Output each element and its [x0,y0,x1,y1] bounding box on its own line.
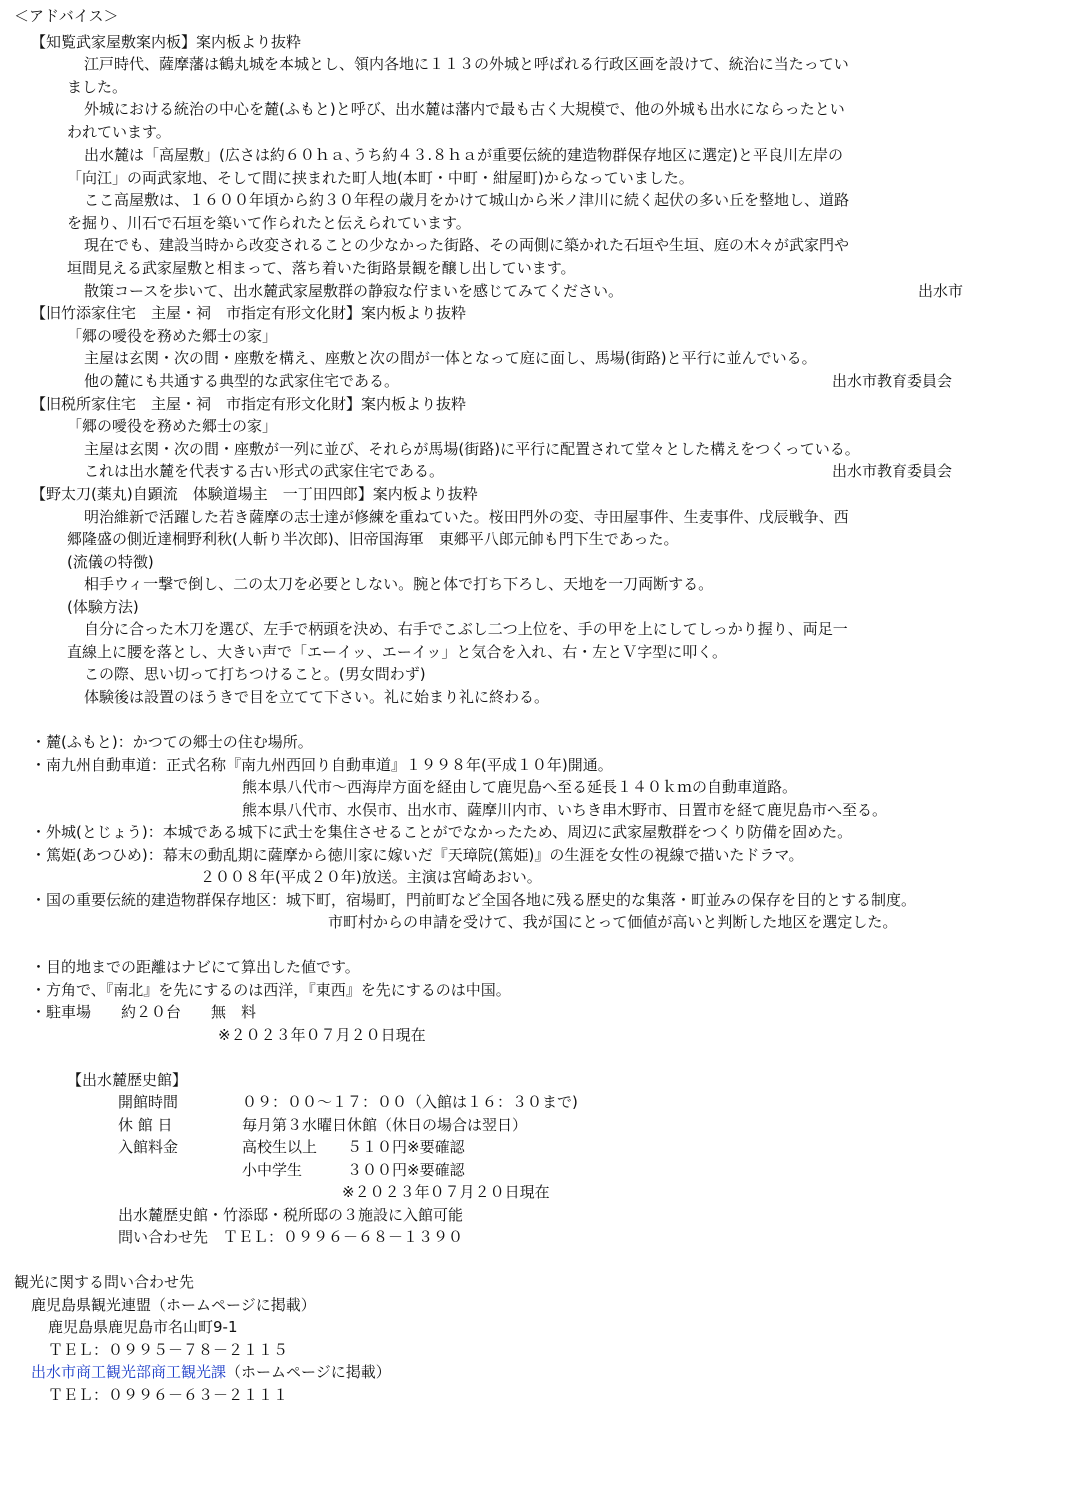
chiran-line: 散策コースを歩いて、出水麓武家屋敷群の静寂な佇まいを感じてみてください。 [84,282,623,300]
tourism-org2-tel: ＴＥＬ：０９９６－６３－２１１１ [48,1386,289,1404]
chiran-line: を掘り、川石で石垣を築いて作られたと伝えられています。 [67,214,471,232]
museum-title: 【出水麓歴史館】 [67,1071,188,1089]
nodachi-line: 直線上に腰を落とし、大きい声で「エーイッ、エーイッ」と気合を入れ、右・左とＶ字型に叩く。 [67,643,728,661]
takezoe-line: 主屋は玄関・次の間・座敷を構え、座敷と次の間が一体となって庭に面し、馬場(街路)と平行に並んでいる。 [84,349,817,367]
takezoe-subtitle: 「郷の噯役を務めた郷士の家」 [67,327,278,345]
museum-value: 小中学生 ３００円※要確認 [242,1161,465,1179]
chiran-line: 垣間見える武家屋敷と相まって、落ち着いた街路景観を醸し出しています。 [67,259,576,277]
glossary-item: ・外城(とじょう)：本城である城下に武士を集住させることがでなかったため、周辺に武家屋敷群をつくり防備を固めた。 [31,823,853,841]
glossary-item: ・国の重要伝統的建造物群保存地区：城下町，宿場町，門前町など全国各地に残る歴史的な集落・町並みの保存を目的とする制度。 [31,891,917,909]
museum-value: ０９：００～１７：００（入館は１６：３０まで) [242,1093,578,1111]
tourism-org2-link[interactable]: 出水市商工観光部商工観光課 [31,1363,227,1381]
takezoe-title: 【旧竹添家住宅 主屋・祠 市指定有形文化財】案内板より抜粋 [31,304,467,322]
museum-value: 毎月第３水曜日休館（休日の場合は翌日） [242,1116,528,1134]
museum-date: ※２０２３年０７月２０日現在 [342,1183,550,1201]
chiran-line: 外城における統治の中心を麓(ふもと)と呼び、出水麓は藩内で最も古く大規模で、他の外城も出水にならったとい [84,100,845,118]
nodachi-line: 明治維新で活躍した若き薩摩の志士達が修練を重ねていた。桜田門外の変、寺田屋事件、生麦事件、戊辰戦争、西 [84,508,849,526]
nodachi-line: 体験後は設置のほうきで目を立てて下さい。礼に始まり礼に終わる。 [84,688,550,706]
tourism-org2 [31,1361,391,1383]
glossary-item: ・篤姫(あつひめ)：幕末の動乱期に薩摩から徳川家に嫁いだ『天璋院(篤姫)』の生涯を女性の視線で描いたドラマ。 [31,846,804,864]
note-item: ・目的地までの距離はナビにて算出した値です。 [31,958,360,976]
nodachi-line: (流儀の特徴) [67,553,154,571]
note-date: ※２０２３年０７月２０日現在 [218,1026,426,1044]
chiran-line: ました。 [67,78,128,96]
nodachi-line: 郷隆盛の側近達桐野利秋(人斬り半次郎)、旧帝国海軍 東郷平八郎元帥も門下生であった。 [67,530,679,548]
glossary-item: ・麓(ふもと)：かつての郷士の住む場所。 [31,733,313,751]
tourism-heading: 観光に関する問い合わせ先 [14,1273,195,1291]
chiran-line: ここ高屋敷は、１６００年頃から約３０年程の歳月をかけて城山から米ノ津川に続く起伏の多い丘を整地し、道路 [84,191,850,209]
museum-contact: 問い合わせ先 ＴＥＬ：０９９６－６８－１３９０ [118,1228,464,1246]
museum-label: 開館時間 [118,1093,179,1111]
museum-label: 休 館 日 [118,1116,173,1134]
chiran-line: われています。 [67,123,171,141]
tourism-org1-address: 鹿児島県鹿児島市名山町9-1 [48,1318,238,1336]
zeisho-subtitle: 「郷の噯役を務めた郷士の家」 [67,417,278,435]
advice-heading: ＜アドバイス＞ [14,7,119,25]
zeisho-title: 【旧税所家住宅 主屋・祠 市指定有形文化財】案内板より抜粋 [31,395,467,413]
museum-label: 入館料金 [118,1138,179,1156]
chiran-source: 出水市 [918,282,964,300]
museum-value: 高校生以上 ５１０円※要確認 [242,1138,465,1156]
glossary-item: ２００８年(平成２０年)放送。主演は宮崎あおい。 [200,868,542,886]
glossary-item: 熊本県八代市、水俣市、出水市、薩摩川内市、いちき串木野市、日置市を経て鹿児島市へ至る。 [242,801,888,819]
zeisho-line: これは出水麓を代表する古い形式の武家住宅である。 [84,462,445,480]
tourism-org1-tel: ＴＥＬ：０９９５－７８－２１１５ [48,1341,289,1359]
glossary-item: 市町村からの申請を受けて、我が国にとって価値が高いと判断した地区を選定した。 [328,913,898,931]
tourism-org2-suffix: （ホームページに掲載） [226,1363,391,1381]
nodachi-line: 自分に合った木刀を選び、左手で柄頭を決め、右手でこぶし二つ上位を、手の甲を上にしてしっかり握り、両足一 [84,620,848,638]
tourism-org1: 鹿児島県観光連盟（ホームページに掲載） [31,1296,316,1314]
chiran-line: 江戸時代、薩摩藩は鶴丸城を本城とし、領内各地に１１３の外城と呼ばれる行政区画を設けて、統治に当たってい [84,55,849,73]
takezoe-line: 他の麓にも共通する典型的な武家住宅である。 [84,372,400,390]
glossary-item: ・南九州自動車道：正式名称『南九州西回り自動車道』１９９８年(平成１０年)開通。 [31,756,613,774]
nodachi-line: (体験方法) [67,598,139,616]
zeisho-line: 主屋は玄関・次の間・座敷が一列に並び、それらが馬場(街路)に平行に配置されて堂々とした構えをつくっている。 [84,440,860,458]
museum-facilities: 出水麓歴史館・竹添邸・税所邸の３施設に入館可能 [118,1206,464,1224]
chiran-line: 出水麓は「高屋敷」(広さは約６０ｈａ､うち約４３.８ｈａが重要伝統的建造物群保存地区に選定)と平良川左岸の [84,146,843,164]
nodachi-line: この際、思い切って打ちつけること。(男女問わず) [84,665,426,683]
takezoe-source: 出水市教育委員会 [832,372,953,390]
chiran-line: 「向江」の両武家地、そして間に挟まれた町人地(本町・中町・紺屋町)からなっていました。 [67,169,694,187]
glossary-item: 熊本県八代市～西海岸方面を経由して鹿児島へ至る延長１４０ｋｍの自動車道路。 [242,778,798,796]
nodachi-title: 【野太刀(薬丸)自顕流 体験道場主 一丁田四郎】案内板より抜粋 [31,485,478,503]
nodachi-line: 相手ウィ一撃で倒し、二の太刀を必要としない。腕と体で打ち下ろし、天地を一刀両断する。 [84,575,714,593]
note-item: ・方角で、『南北』を先にするのは西洋，『東西』を先にするのは中国。 [31,981,511,999]
note-item: ・駐車場 約２０台 無 料 [31,1003,257,1021]
chiran-line: 現在でも、建設当時から改変されることの少なかった街路、その両側に築かれた石垣や生垣、庭の木々が武家門や [84,236,850,254]
chiran-title: 【知覧武家屋敷案内板】案内板より抜粋 [31,33,302,51]
zeisho-source: 出水市教育委員会 [832,462,953,480]
